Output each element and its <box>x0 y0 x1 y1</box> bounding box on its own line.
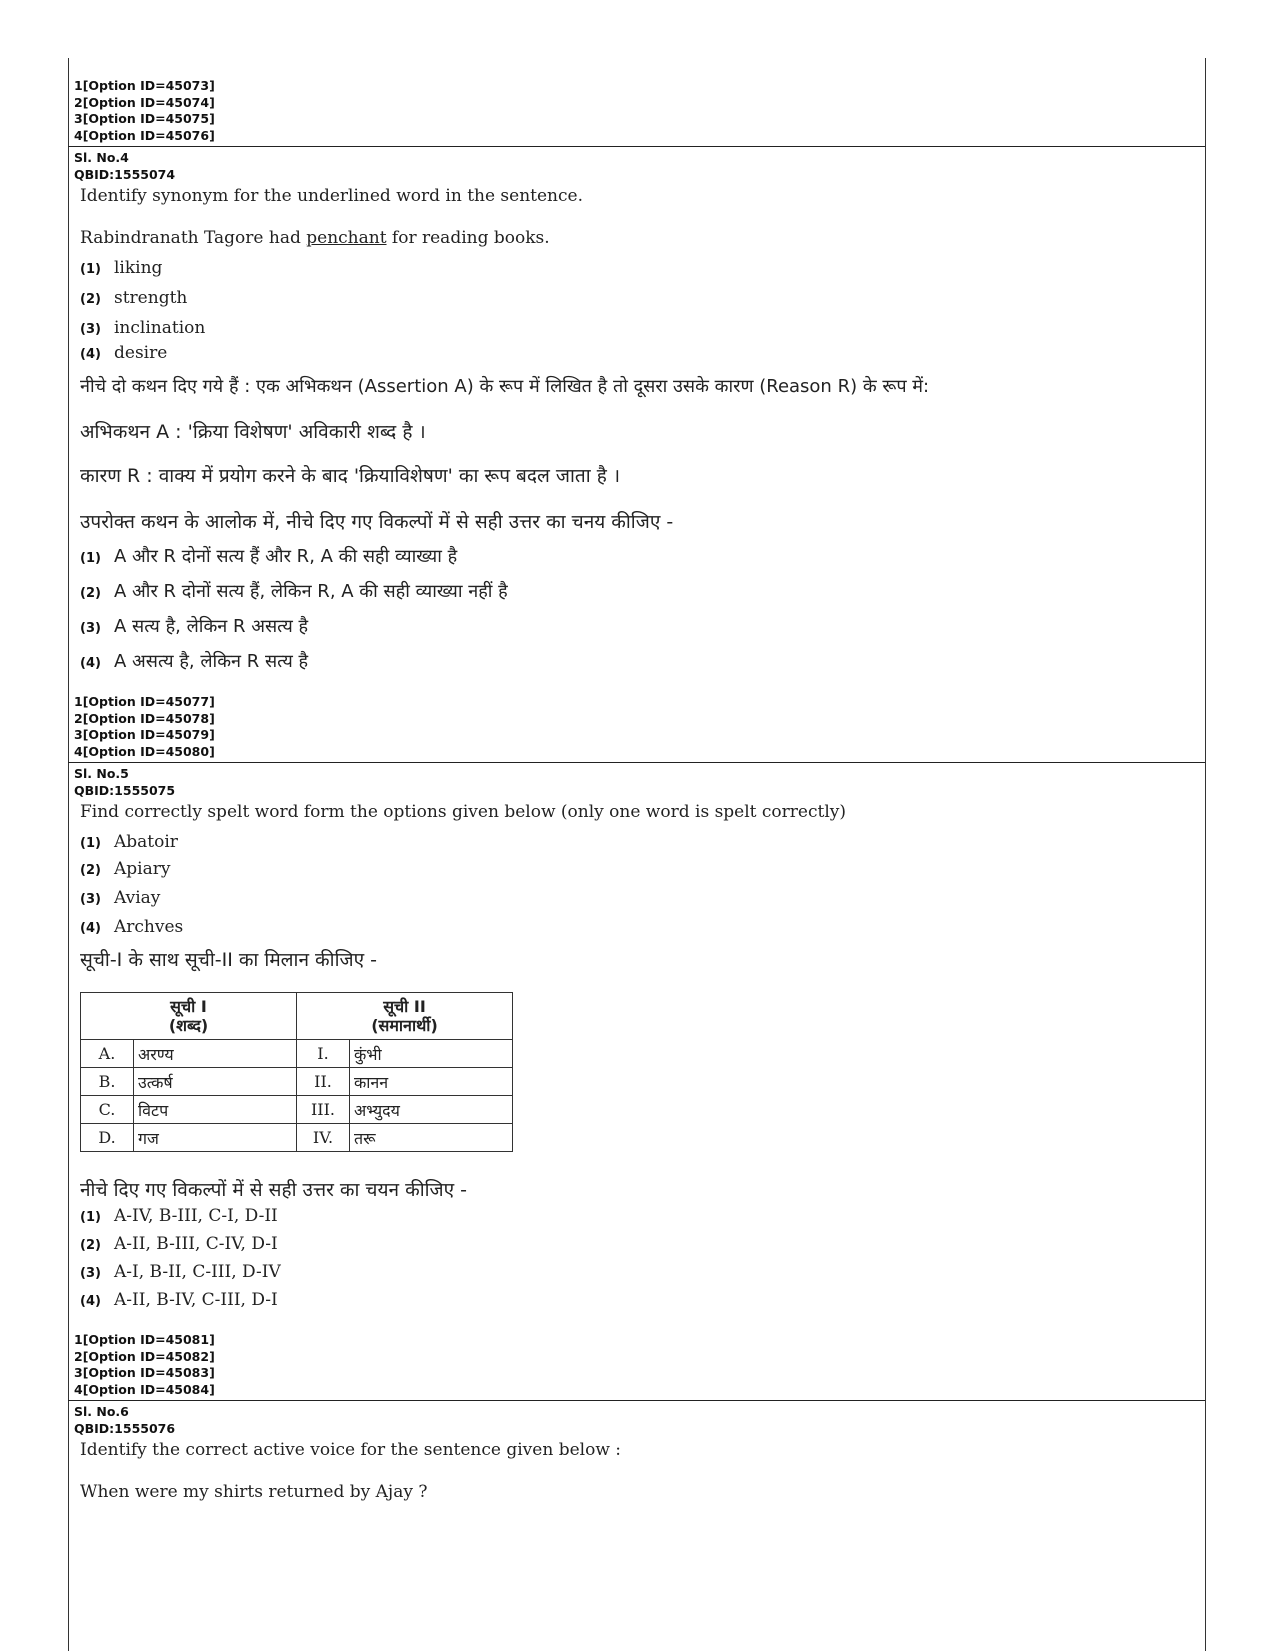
option-text: strength <box>114 288 188 308</box>
table-header-row <box>81 993 513 1040</box>
question-sentence <box>80 228 550 248</box>
hindi-prompt: उपरोक्त कथन के आलोक में, नीचे दिए गए विकल्पों में से सही उत्तर का चनय कीजिए - <box>80 511 674 533</box>
option-text: Apiary <box>114 859 171 879</box>
option-id: 2[Option ID=45078] <box>74 710 215 726</box>
option-id: 3[Option ID=45079] <box>74 727 215 742</box>
option-number: (4) <box>80 347 101 362</box>
option-number: (1) <box>80 551 101 566</box>
column-header <box>297 993 513 1040</box>
question-prompt: Find correctly spelt word form the options given below (only one word is spelt correctly) <box>80 802 847 822</box>
option-text: inclination <box>114 318 206 338</box>
column-header <box>81 993 297 1040</box>
row-value: अरण्य <box>134 1040 297 1068</box>
header-subtitle: (शब्द) <box>168 1016 209 1035</box>
row-value: विटप <box>134 1096 297 1124</box>
option-text: A सत्य है, लेकिन R असत्य है <box>114 616 309 637</box>
option[interactable] <box>80 1206 278 1226</box>
sentence-text: Rabindranath Tagore had <box>80 228 307 248</box>
option-number: (4) <box>80 1294 101 1309</box>
option[interactable] <box>80 859 170 879</box>
question-sentence: When were my shirts returned by Ajay ? <box>80 1482 428 1502</box>
row-value: उत्कर्ष <box>134 1068 297 1096</box>
page-frame <box>68 58 1206 1651</box>
option-id: 2[Option ID=45082] <box>74 1348 215 1364</box>
header-title: सूची I <box>170 997 207 1016</box>
divider <box>68 146 1205 147</box>
row-value: तरू <box>350 1124 513 1152</box>
option[interactable] <box>80 1262 281 1282</box>
option-number: (3) <box>80 621 101 636</box>
option-number: (2) <box>80 1238 101 1253</box>
option-number: (3) <box>80 322 101 337</box>
option-id: 4[Option ID=45080] <box>74 743 215 759</box>
option-text: A-II, B-III, C-IV, D-I <box>114 1234 278 1254</box>
table-row <box>81 1068 513 1096</box>
option-number: (1) <box>80 1210 101 1225</box>
row-value: कुंभी <box>350 1040 513 1068</box>
assertion: अभिकथन A : 'क्रिया विशेषण' अविकारी शब्द है । <box>80 421 426 443</box>
top-option-ids <box>68 78 215 144</box>
header-title: सूची II <box>383 997 426 1016</box>
hindi-prompt: नीचे दिए गए विकल्पों में से सही उत्तर का चयन कीजिए - <box>80 1179 468 1201</box>
option-id: 4[Option ID=45084] <box>74 1381 215 1397</box>
option-text: A और R दोनों सत्य हैं, लेकिन R, A की सही व्याख्या नहीं है <box>114 581 508 602</box>
option-number: (2) <box>80 292 101 307</box>
option-number: (3) <box>80 892 101 907</box>
qbid: QBID:1555074 <box>74 166 176 182</box>
row-value: गज <box>134 1124 297 1152</box>
option[interactable] <box>80 614 308 638</box>
option-id: 4[Option ID=45076] <box>74 127 215 143</box>
option[interactable] <box>80 888 160 908</box>
serial-number: Sl. No.4 <box>74 150 129 165</box>
option[interactable] <box>80 832 178 852</box>
serial-number: Sl. No.6 <box>74 1404 129 1419</box>
option-id: 1[Option ID=45073] <box>74 78 215 93</box>
match-table <box>80 992 513 1152</box>
q5-header <box>68 766 175 799</box>
row-key: III. <box>297 1096 350 1124</box>
reason: कारण R : वाक्य में प्रयोग करने के बाद 'क्रियाविशेषण' का रूप बदल जाता है । <box>80 465 621 487</box>
option[interactable] <box>80 318 205 338</box>
option-text: Abatoir <box>114 832 178 852</box>
q6-header <box>68 1404 175 1437</box>
option-id: 1[Option ID=45081] <box>74 1332 215 1347</box>
option-number: (4) <box>80 921 101 936</box>
row-key: A. <box>81 1040 134 1068</box>
option-number: (3) <box>80 1266 101 1281</box>
option[interactable] <box>80 288 187 308</box>
option[interactable] <box>80 343 167 363</box>
option[interactable] <box>80 1234 278 1254</box>
header-subtitle: (समानार्थी) <box>371 1016 438 1035</box>
option-text: Archves <box>114 917 184 937</box>
option[interactable] <box>80 917 183 937</box>
option-number: (2) <box>80 586 101 601</box>
option[interactable] <box>80 1290 278 1310</box>
option-text: A असत्य है, लेकिन R सत्य है <box>114 651 309 672</box>
option[interactable] <box>80 544 457 568</box>
option-id: 1[Option ID=45077] <box>74 694 215 709</box>
divider <box>68 762 1205 763</box>
row-value: कानन <box>350 1068 513 1096</box>
option-text: Aviay <box>114 888 161 908</box>
hindi-intro: सूची-I के साथ सूची-II का मिलान कीजिए - <box>80 949 377 971</box>
option-text: A-II, B-IV, C-III, D-I <box>114 1290 278 1310</box>
option-text: A-IV, B-III, C-I, D-II <box>114 1206 278 1226</box>
option-id: 3[Option ID=45083] <box>74 1365 215 1380</box>
qbid: QBID:1555076 <box>74 1420 176 1436</box>
sentence-text: for reading books. <box>386 228 550 248</box>
option[interactable] <box>80 649 308 673</box>
row-key: I. <box>297 1040 350 1068</box>
q5-option-ids <box>68 1332 215 1398</box>
option-number: (1) <box>80 262 101 277</box>
table-row <box>81 1096 513 1124</box>
option-text: liking <box>114 258 163 278</box>
option-text: A-I, B-II, C-III, D-IV <box>114 1262 281 1282</box>
q4-header <box>68 150 175 183</box>
question-prompt: Identify the correct active voice for the sentence given below : <box>80 1440 621 1460</box>
option[interactable] <box>80 579 508 603</box>
option-number: (4) <box>80 656 101 671</box>
table-row <box>81 1124 513 1152</box>
question-prompt: Identify synonym for the underlined word in the sentence. <box>80 186 583 206</box>
row-key: II. <box>297 1068 350 1096</box>
option-number: (2) <box>80 863 101 878</box>
option-text: desire <box>114 343 168 363</box>
option-number: (1) <box>80 836 101 851</box>
underlined-word: penchant <box>306 228 387 248</box>
q4-option-ids <box>68 694 215 760</box>
row-key: B. <box>81 1068 134 1096</box>
option-id: 3[Option ID=45075] <box>74 111 215 126</box>
row-value: अभ्युदय <box>350 1096 513 1124</box>
option-text: A और R दोनों सत्य हैं और R, A की सही व्याख्या है <box>114 546 458 567</box>
serial-number: Sl. No.5 <box>74 766 129 781</box>
row-key: D. <box>81 1124 134 1152</box>
option[interactable] <box>80 258 162 278</box>
qbid: QBID:1555075 <box>74 782 176 798</box>
hindi-intro: नीचे दो कथन दिए गये हैं : एक अभिकथन (Assertion A) के रूप में लिखित है तो दूसरा उसके कारण (Reason R) के रूप में: <box>80 376 930 397</box>
row-key: C. <box>81 1096 134 1124</box>
table-row <box>81 1040 513 1068</box>
row-key: IV. <box>297 1124 350 1152</box>
divider <box>68 1400 1205 1401</box>
option-id: 2[Option ID=45074] <box>74 94 215 110</box>
